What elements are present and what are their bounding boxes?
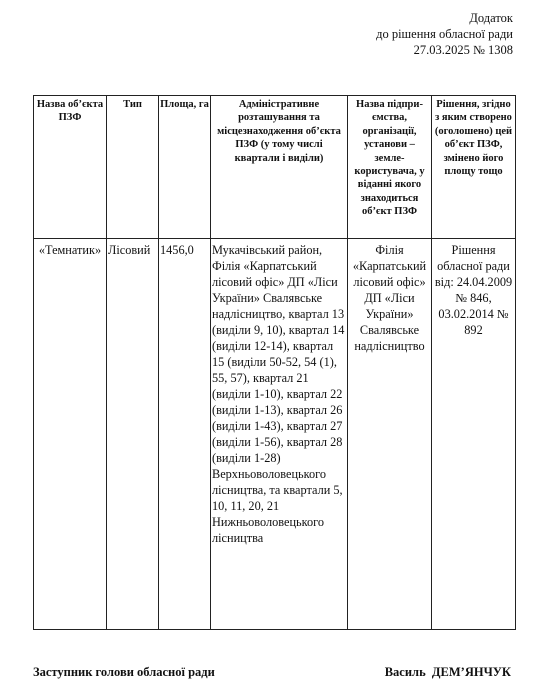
- column-header-location: Адміністративне розташування та місцезнаходження об’єкта ПЗФ (у тому числі квартали і виділи): [211, 96, 348, 239]
- signer-name: Василь ДЕМ’ЯНЧУК: [384, 665, 511, 679]
- column-header-area: Площа, га: [159, 96, 211, 239]
- decision-date-number: 27.03.2025 № 1308: [413, 43, 513, 57]
- cell-object-type: Лісовий: [107, 239, 159, 630]
- column-header-name: Назва об’єкта ПЗФ: [34, 96, 107, 239]
- cell-area: 1456,0: [159, 239, 211, 630]
- table-row: [34, 239, 516, 630]
- cell-location: Мукачівський район, Філія «Карпатський лісовий офіс» ДП «Ліси України» Свалявське надлісництво, квартал 13 (виділи 9, 10), квартал 14 (виділи 12-14), квартал 15 (виділи 50-52, 54 (1), 55, 57), квартал 21 (виділи 1-10), квартал 22 (виділи 1-13), квартал 26 (виділи 1-43), квартал 27 (виділи 1-56), квартал 28 (виділи 1-28) Верхньоволовецького лісництва, та квартали 5, 10, 11, 20, 21 Нижньоволовецького лісництва: [211, 239, 348, 630]
- annex-reference: до рішення обласної ради: [376, 27, 513, 41]
- column-header-land-user: Назва підпри-ємства, організації, установи – земле-користувача, у віданні якого знаходиться об’єкт ПЗФ: [348, 96, 432, 239]
- column-header-type: Тип: [107, 96, 159, 239]
- table-header-row: [34, 96, 516, 239]
- annex-title: Додаток: [469, 11, 513, 25]
- column-header-decision: Рішення, згідно з яким створено (оголошено) цей об’єкт ПЗФ, змінено його площу тощо: [432, 96, 516, 239]
- annex-header: [376, 10, 513, 58]
- protected-object-table: [33, 95, 516, 630]
- signer-position: Заступник голови обласної ради: [33, 665, 215, 679]
- cell-decision: Рішення обласної ради від: 24.04.2009 № 846, 03.02.2014 № 892: [432, 239, 516, 630]
- cell-object-name: «Темнатик»: [34, 239, 107, 630]
- cell-land-user: Філія «Карпатський лісовий офіс» ДП «Ліси України» Свалявське надлісництво: [348, 239, 432, 630]
